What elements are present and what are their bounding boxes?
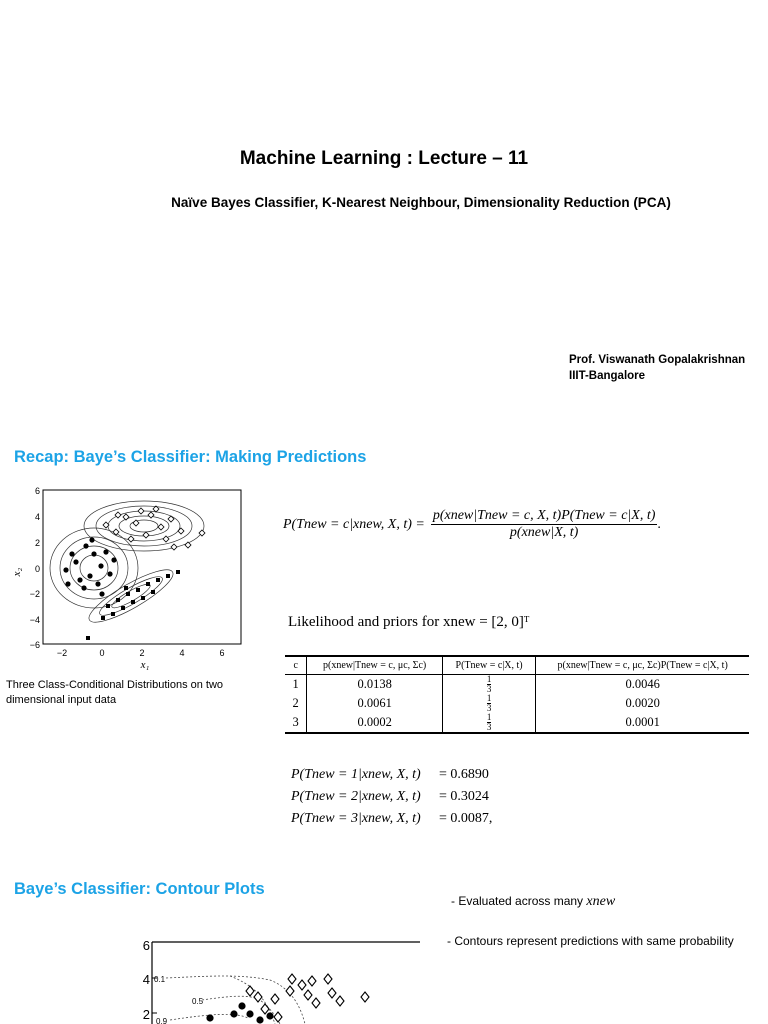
points-class-3	[86, 570, 180, 640]
y-tick: −6	[29, 640, 40, 650]
cell-prior	[442, 694, 535, 713]
posterior-lhs: P(Tnew = 1|xnew, X, t)	[291, 767, 421, 782]
bullet-evaluated	[451, 894, 615, 910]
posterior-value: = 0.3024	[439, 789, 489, 804]
cell-prior	[442, 713, 535, 733]
equation-fraction	[431, 508, 658, 541]
contour-label: 0.1	[154, 975, 166, 984]
y-axis-label: x₂	[11, 567, 23, 577]
posterior-lhs: P(Tnew = 2|xnew, X, t)	[291, 789, 421, 804]
cell-product: 0.0046	[536, 675, 749, 695]
prior-numerator: 1	[486, 712, 492, 722]
y-tick: 0	[34, 564, 40, 574]
y-tick: −2	[29, 589, 40, 599]
bullet-contours: - Contours represent predictions with same probability	[447, 934, 734, 948]
equation-denominator: p(xnew|X, t)	[509, 525, 579, 540]
posterior-value: = 0.0087,	[439, 811, 493, 826]
prior-denominator: 3	[486, 722, 492, 732]
bayes-equation: P(Tnew = c|xnew, X, t) = p(xnew|Tnew = c, X, t)P(Tnew = c|X, t) p(xnew|X, t) .	[283, 508, 661, 540]
plot-caption: Three Class-Conditional Distributions on two dimensional input data	[6, 679, 224, 706]
col-header: c	[285, 656, 307, 675]
class-conditional-plot	[6, 484, 256, 674]
x-tick: 6	[219, 648, 225, 658]
cell-likelihood: 0.0002	[307, 713, 443, 733]
contour-plot	[130, 934, 430, 1024]
x-tick: 0	[99, 648, 105, 658]
likelihood-heading: Likelihood and priors for xnew = [2, 0]ᵀ	[288, 614, 530, 630]
bullet-math: xnew	[586, 894, 616, 909]
contours-class-3	[83, 562, 178, 631]
y-tick: 2	[34, 538, 40, 548]
cell-product: 0.0001	[536, 713, 749, 733]
y-tick: 2	[142, 1007, 150, 1022]
cell-class: 2	[292, 696, 299, 710]
contour-label: 0.5	[192, 997, 204, 1006]
cell-prior	[442, 675, 535, 695]
col-header: p(xnew|Tnew = c, μc, Σc)	[307, 656, 443, 675]
y-tick: −4	[29, 615, 40, 625]
cell-likelihood: 0.0138	[307, 675, 443, 695]
author-affiliation: IIIT-Bangalore	[569, 370, 646, 382]
col-header: p(xnew|Tnew = c, μc, Σc)P(Tnew = c|X, t)	[536, 656, 749, 675]
prior-numerator: 1	[486, 693, 492, 703]
table-row	[285, 713, 749, 733]
cell-class: 1	[292, 677, 299, 691]
y-tick: 6	[34, 486, 40, 496]
cell-likelihood: 0.0061	[307, 694, 443, 713]
x-tick: 2	[139, 648, 145, 658]
lecture-title: Machine Learning : Lecture – 11	[239, 148, 529, 169]
y-tick: 4	[142, 972, 150, 987]
author-name: Prof. Viswanath Gopalakrishnan	[569, 354, 746, 366]
contour-label: 0.9	[156, 1017, 168, 1024]
table-row	[285, 694, 749, 713]
cell-product: 0.0020	[536, 694, 749, 713]
x-axis-label: x₁	[140, 659, 150, 671]
table-row	[285, 675, 749, 695]
posterior-line	[291, 789, 489, 805]
x-tick: −2	[56, 648, 68, 658]
prior-denominator: 3	[486, 703, 492, 713]
section-heading-contours: Baye’s Classifier: Contour Plots	[14, 880, 265, 898]
equation-lhs: P(Tnew = c|xnew, X, t) =	[283, 516, 425, 532]
posterior-lhs: P(Tnew = 3|xnew, X, t)	[291, 811, 421, 826]
prior-denominator: 3	[486, 684, 492, 694]
equation-numerator: p(xnew|Tnew = c, X, t)P(Tnew = c|X, t)	[432, 508, 656, 523]
posterior-line	[291, 767, 489, 783]
bullet-text: - Evaluated across many	[451, 894, 587, 908]
section-heading-predictions: Recap: Baye’s Classifier: Making Predictions	[14, 448, 367, 466]
y-tick: 6	[142, 938, 150, 953]
y-tick: 4	[34, 512, 40, 522]
cell-class: 3	[285, 713, 307, 733]
posterior-line	[291, 811, 492, 827]
author-block	[569, 352, 745, 384]
posterior-value: = 0.6890	[439, 767, 489, 782]
points-diamonds	[246, 974, 369, 1022]
likelihood-table	[285, 655, 749, 734]
prior-numerator: 1	[486, 674, 492, 684]
x-tick: 4	[179, 648, 185, 658]
col-header: P(Tnew = c|X, t)	[442, 656, 535, 675]
lecture-subtitle: Naïve Bayes Classifier, K-Nearest Neighbour, Dimensionality Reduction (PCA)	[171, 195, 671, 210]
points-class-1	[103, 506, 205, 550]
